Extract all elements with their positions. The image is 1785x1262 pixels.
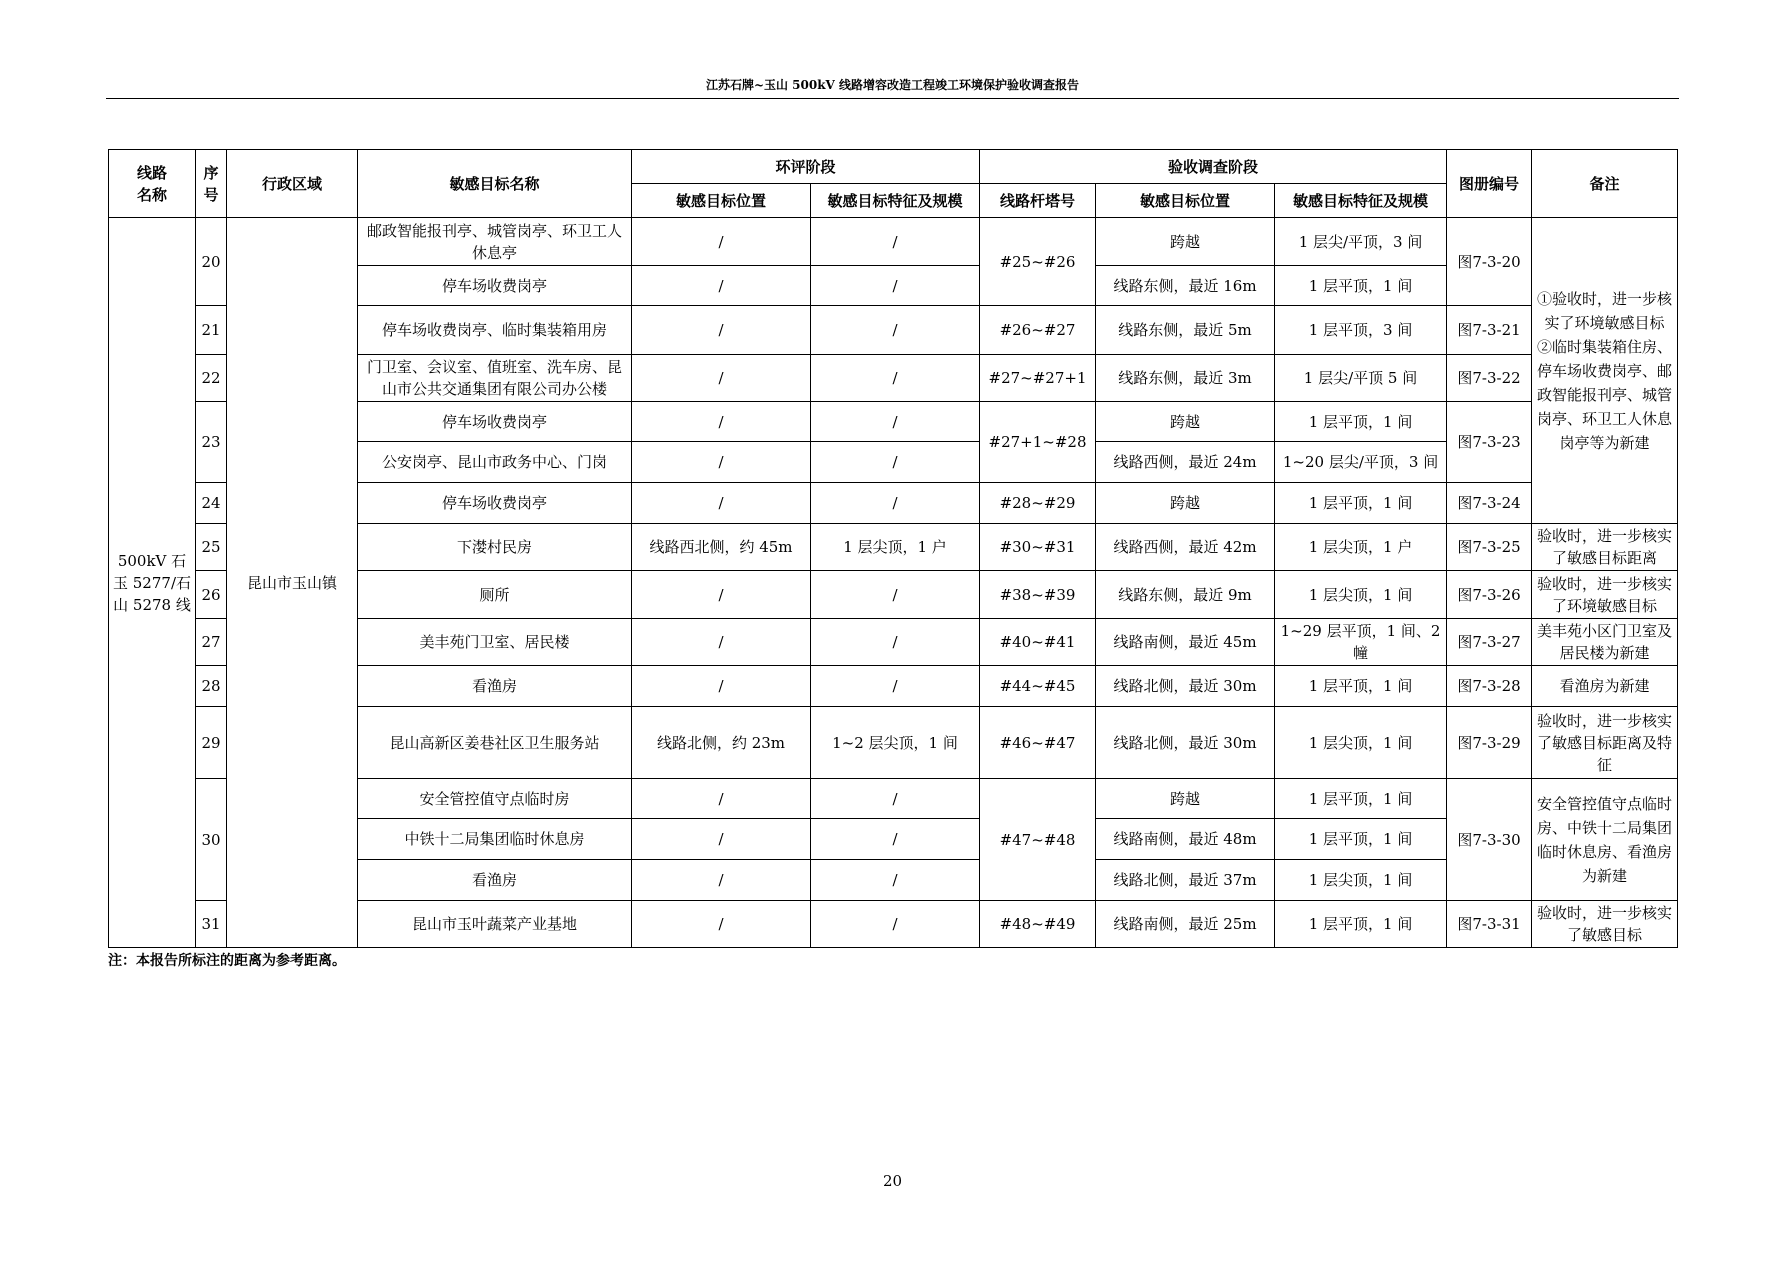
- tower-no-cell: #38~#39: [980, 571, 1096, 619]
- target-name-cell: 停车场收费岗亭、临时集装箱用房: [358, 306, 632, 355]
- eia-position-cell: /: [632, 619, 811, 666]
- target-name-cell: 看渔房: [358, 860, 632, 901]
- eia-feature-cell: 1 层尖顶，1 户: [811, 524, 980, 571]
- header-remarks: 备注: [1532, 150, 1678, 218]
- acc-feature-cell: 1 层平顶，1 间: [1275, 483, 1447, 524]
- eia-position-cell: /: [632, 218, 811, 266]
- header-line-name: 线路 名称: [109, 150, 196, 218]
- header-figure-no: 图册编号: [1447, 150, 1532, 218]
- eia-feature-cell: /: [811, 619, 980, 666]
- header-acc-position: 敏感目标位置: [1096, 184, 1275, 218]
- remarks-cell: 验收时，进一步核实了环境敏感目标: [1532, 571, 1678, 619]
- acc-feature-cell: 1~29 层平顶，1 间、2 幢: [1275, 619, 1447, 666]
- figure-no-cell: 图7-3-21: [1447, 306, 1532, 355]
- header-eia-position: 敏感目标位置: [632, 184, 811, 218]
- figure-no-cell: 图7-3-31: [1447, 901, 1532, 948]
- acc-position-cell: 线路东侧，最近 3m: [1096, 355, 1275, 402]
- eia-feature-cell: /: [811, 355, 980, 402]
- figure-no-cell: 图7-3-25: [1447, 524, 1532, 571]
- eia-position-cell: /: [632, 860, 811, 901]
- acc-feature-cell: 1 层尖/平顶 5 间: [1275, 355, 1447, 402]
- acc-position-cell: 线路南侧，最近 45m: [1096, 619, 1275, 666]
- acc-position-cell: 线路东侧，最近 9m: [1096, 571, 1275, 619]
- eia-position-cell: /: [632, 666, 811, 707]
- seq-cell: 30: [196, 779, 227, 901]
- target-name-cell: 门卫室、会议室、值班室、洗车房、昆山市公共交通集团有限公司办公楼: [358, 355, 632, 402]
- header-region: 行政区域: [227, 150, 358, 218]
- tower-no-cell: #48~#49: [980, 901, 1096, 948]
- figure-no-cell: 图7-3-28: [1447, 666, 1532, 707]
- target-name-cell: 安全管控值守点临时房: [358, 779, 632, 819]
- eia-feature-cell: /: [811, 266, 980, 306]
- tower-no-cell: #28~#29: [980, 483, 1096, 524]
- acc-position-cell: 跨越: [1096, 218, 1275, 266]
- acc-feature-cell: 1 层平顶，1 间: [1275, 901, 1447, 948]
- remarks-cell: ①验收时，进一步核实了环境敏感目标 ②临时集装箱住房、停车场收费岗亭、邮政智能报刊亭、城管岗亭、环卫工人休息岗亭等为新建: [1532, 218, 1678, 524]
- target-name-cell: 公安岗亭、昆山市政务中心、门岗: [358, 442, 632, 483]
- figure-no-cell: 图7-3-27: [1447, 619, 1532, 666]
- seq-cell: 27: [196, 619, 227, 666]
- seq-cell: 22: [196, 355, 227, 402]
- eia-position-cell: 线路北侧，约 23m: [632, 707, 811, 779]
- tower-no-cell: #30~#31: [980, 524, 1096, 571]
- acc-position-cell: 跨越: [1096, 402, 1275, 442]
- acc-feature-cell: 1 层平顶，3 间: [1275, 306, 1447, 355]
- remarks-cell: 看渔房为新建: [1532, 666, 1678, 707]
- acc-position-cell: 线路西侧，最近 24m: [1096, 442, 1275, 483]
- target-name-cell: 停车场收费岗亭: [358, 266, 632, 306]
- eia-position-cell: /: [632, 571, 811, 619]
- acc-feature-cell: 1 层尖顶，1 间: [1275, 860, 1447, 901]
- seq-cell: 28: [196, 666, 227, 707]
- table-footnote: 注：本报告所标注的距离为参考距离。: [108, 953, 346, 969]
- eia-feature-cell: /: [811, 571, 980, 619]
- eia-feature-cell: /: [811, 901, 980, 948]
- seq-cell: 25: [196, 524, 227, 571]
- eia-position-cell: /: [632, 901, 811, 948]
- eia-feature-cell: /: [811, 483, 980, 524]
- eia-feature-cell: /: [811, 666, 980, 707]
- eia-feature-cell: /: [811, 306, 980, 355]
- eia-position-cell: /: [632, 266, 811, 306]
- figure-no-cell: 图7-3-26: [1447, 571, 1532, 619]
- remarks-cell: 验收时，进一步核实了敏感目标距离及特征: [1532, 707, 1678, 779]
- figure-no-cell: 图7-3-29: [1447, 707, 1532, 779]
- seq-cell: 20: [196, 218, 227, 306]
- eia-feature-cell: /: [811, 860, 980, 901]
- acc-feature-cell: 1 层平顶，1 间: [1275, 779, 1447, 819]
- header-acc-feature: 敏感目标特征及规模: [1275, 184, 1447, 218]
- acc-position-cell: 线路南侧，最近 48m: [1096, 819, 1275, 860]
- header-seq: 序 号: [196, 150, 227, 218]
- acc-feature-cell: 1 层尖顶，1 间: [1275, 571, 1447, 619]
- eia-position-cell: /: [632, 402, 811, 442]
- target-name-cell: 停车场收费岗亭: [358, 483, 632, 524]
- seq-cell: 23: [196, 402, 227, 483]
- figure-no-cell: 图7-3-24: [1447, 483, 1532, 524]
- document-header: 江苏石牌~玉山 500kV 线路增容改造工程竣工环境保护验收调查报告: [106, 72, 1679, 99]
- eia-feature-cell: /: [811, 402, 980, 442]
- region-cell: 昆山市玉山镇: [227, 218, 358, 948]
- tower-no-cell: #27~#27+1: [980, 355, 1096, 402]
- eia-position-cell: /: [632, 483, 811, 524]
- header-eia-feature: 敏感目标特征及规模: [811, 184, 980, 218]
- acc-feature-cell: 1 层平顶，1 间: [1275, 402, 1447, 442]
- header-acceptance-stage: 验收调查阶段: [980, 150, 1447, 184]
- eia-feature-cell: /: [811, 779, 980, 819]
- acc-position-cell: 线路北侧，最近 30m: [1096, 666, 1275, 707]
- target-name-cell: 中铁十二局集团临时休息房: [358, 819, 632, 860]
- acc-position-cell: 跨越: [1096, 483, 1275, 524]
- header-tower-no: 线路杆塔号: [980, 184, 1096, 218]
- seq-cell: 31: [196, 901, 227, 948]
- target-name-cell: 下漤村民房: [358, 524, 632, 571]
- remarks-cell: 验收时，进一步核实了敏感目标: [1532, 901, 1678, 948]
- acc-position-cell: 线路北侧，最近 30m: [1096, 707, 1275, 779]
- tower-no-cell: #47~#48: [980, 779, 1096, 901]
- target-name-cell: 昆山高新区姜巷社区卫生服务站: [358, 707, 632, 779]
- eia-position-cell: /: [632, 779, 811, 819]
- target-name-cell: 昆山市玉叶蔬菜产业基地: [358, 901, 632, 948]
- eia-feature-cell: /: [811, 442, 980, 483]
- seq-cell: 21: [196, 306, 227, 355]
- acc-position-cell: 线路东侧，最近 5m: [1096, 306, 1275, 355]
- figure-no-cell: 图7-3-20: [1447, 218, 1532, 306]
- acc-feature-cell: 1 层平顶，1 间: [1275, 666, 1447, 707]
- acc-feature-cell: 1 层平顶，1 间: [1275, 266, 1447, 306]
- sensitive-targets-table: [108, 149, 1678, 948]
- target-name-cell: 看渔房: [358, 666, 632, 707]
- acc-feature-cell: 1 层尖顶，1 间: [1275, 707, 1447, 779]
- eia-position-cell: /: [632, 819, 811, 860]
- tower-no-cell: #46~#47: [980, 707, 1096, 779]
- acc-feature-cell: 1 层平顶，1 间: [1275, 819, 1447, 860]
- tower-no-cell: #27+1~#28: [980, 402, 1096, 483]
- acc-position-cell: 跨越: [1096, 779, 1275, 819]
- tower-no-cell: #44~#45: [980, 666, 1096, 707]
- acc-position-cell: 线路南侧，最近 25m: [1096, 901, 1275, 948]
- eia-position-cell: /: [632, 355, 811, 402]
- seq-cell: 24: [196, 483, 227, 524]
- seq-cell: 29: [196, 707, 227, 779]
- remarks-cell: 安全管控值守点临时房、中铁十二局集团临时休息房、看渔房为新建: [1532, 779, 1678, 901]
- tower-no-cell: #40~#41: [980, 619, 1096, 666]
- tower-no-cell: #25~#26: [980, 218, 1096, 306]
- eia-position-cell: /: [632, 442, 811, 483]
- figure-no-cell: 图7-3-22: [1447, 355, 1532, 402]
- figure-no-cell: 图7-3-23: [1447, 402, 1532, 483]
- target-name-cell: 停车场收费岗亭: [358, 402, 632, 442]
- page-number: 20: [882, 1172, 903, 1190]
- header-eia-stage: 环评阶段: [632, 150, 980, 184]
- eia-position-cell: 线路西北侧，约 45m: [632, 524, 811, 571]
- eia-feature-cell: /: [811, 218, 980, 266]
- remarks-cell: 美丰苑小区门卫室及居民楼为新建: [1532, 619, 1678, 666]
- acc-feature-cell: 1 层尖顶，1 户: [1275, 524, 1447, 571]
- acc-position-cell: 线路北侧，最近 37m: [1096, 860, 1275, 901]
- figure-no-cell: 图7-3-30: [1447, 779, 1532, 901]
- target-name-cell: 美丰苑门卫室、居民楼: [358, 619, 632, 666]
- target-name-cell: 邮政智能报刊亭、城管岗亭、环卫工人休息亭: [358, 218, 632, 266]
- seq-cell: 26: [196, 571, 227, 619]
- remarks-cell: 验收时，进一步核实了敏感目标距离: [1532, 524, 1678, 571]
- header-target-name: 敏感目标名称: [358, 150, 632, 218]
- acc-position-cell: 线路西侧，最近 42m: [1096, 524, 1275, 571]
- tower-no-cell: #26~#27: [980, 306, 1096, 355]
- acc-feature-cell: 1 层尖/平顶，3 间: [1275, 218, 1447, 266]
- acc-position-cell: 线路东侧，最近 16m: [1096, 266, 1275, 306]
- eia-position-cell: /: [632, 306, 811, 355]
- acc-feature-cell: 1~20 层尖/平顶，3 间: [1275, 442, 1447, 483]
- eia-feature-cell: 1~2 层尖顶，1 间: [811, 707, 980, 779]
- table-row: [109, 218, 1678, 266]
- target-name-cell: 厕所: [358, 571, 632, 619]
- line-name-cell: 500kV 石玉 5277/石山 5278 线: [109, 218, 196, 948]
- eia-feature-cell: /: [811, 819, 980, 860]
